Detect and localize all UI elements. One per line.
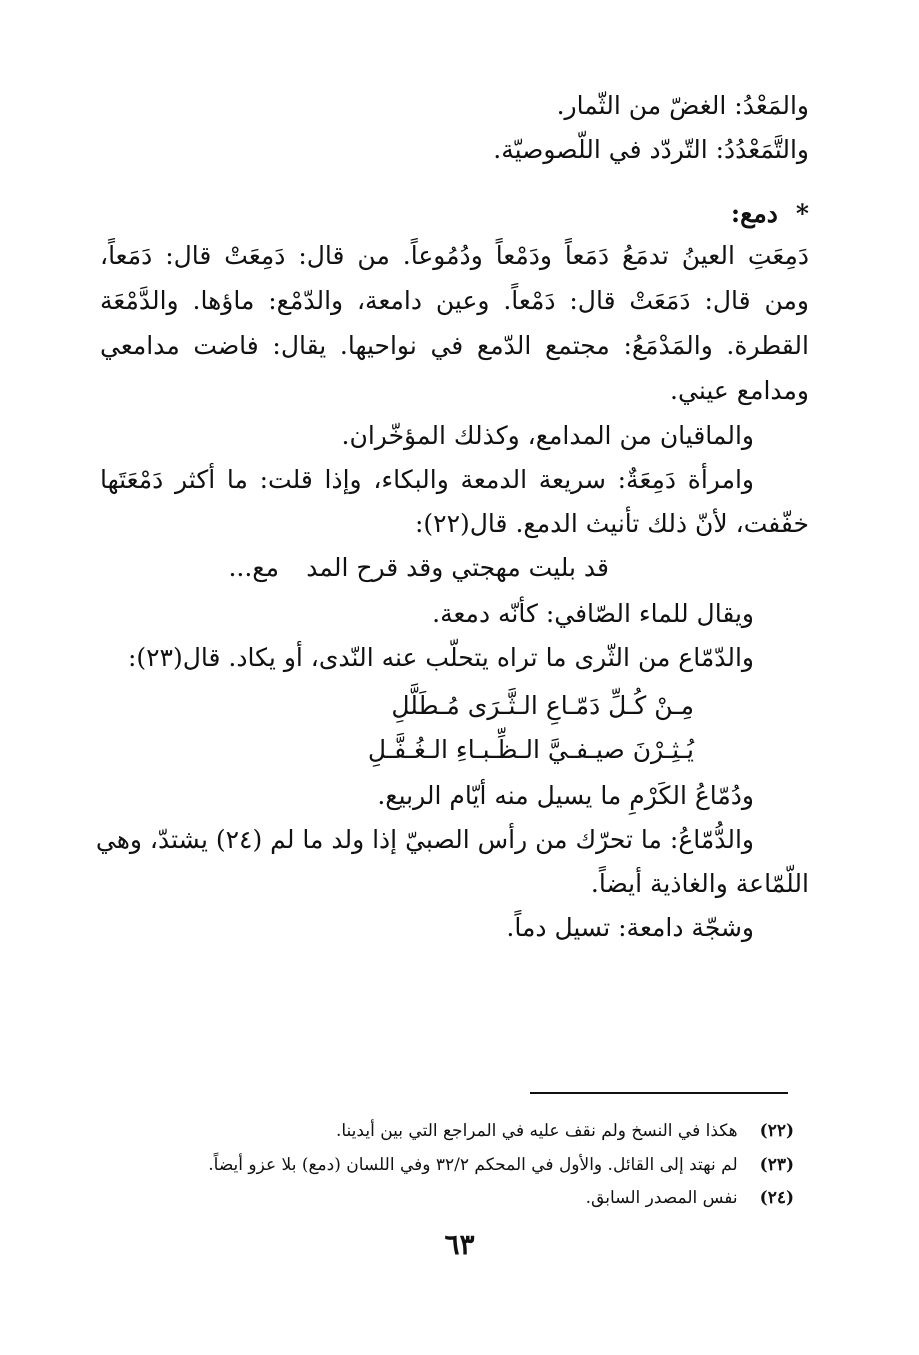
paragraph-line: ودُمّاعُ الكَرْمِ ما يسيل منه أيّام الربيع.: [377, 781, 754, 810]
paragraph-line: والدُّمّاعُ: ما تحرّك من رأس الصبيّ إذا ولد ما لم (٢٤) يشتدّ، وهي: [95, 825, 754, 854]
footnote-divider: [530, 1092, 788, 1094]
footnote-number: (٢٣): [759, 1155, 794, 1175]
paragraph-line: خفّفت، لأنّ ذلك تأنيث الدمع. قال(٢٢):: [414, 509, 809, 538]
page-number: ٦٣: [444, 1228, 475, 1261]
verse-hemistich: مع...: [228, 553, 279, 582]
footnote: [120, 1118, 794, 1144]
footnote-text: هكذا في النسخ ولم نقف عليه في المراجع التي بين أيدينا.: [335, 1121, 738, 1141]
entry-line: والمَعْدُ: الغضّ من الثّمار.: [556, 91, 809, 120]
footnote-number: (٢٤): [759, 1188, 794, 1208]
asterisk-icon: *: [795, 199, 809, 228]
paragraph-line: ومدامع عيني.: [670, 376, 809, 405]
paragraph-line: ومن قال: دَمَعَتْ قال: دَمْعاً. وعين دامعة، والدّمْع: ماؤها. والدَّمْعَة: [100, 286, 809, 315]
paragraph-line: اللّمّاعة والغاذية أيضاً.: [590, 869, 809, 898]
entry-heading: [100, 196, 809, 232]
paragraph-line: والماقيان من المدامع، وكذلك المؤخّران.: [341, 421, 754, 450]
entry-line: والتَّمَعْدُدُ: التّردّد في اللّصوصيّة.: [493, 135, 809, 164]
paragraph-line: والدّمّاع من الثّرى ما تراه يتحلّب عنه النّدى، أو يكاد. قال(٢٣):: [127, 643, 754, 672]
footnote: [120, 1185, 794, 1211]
paragraph-line: وامرأة دَمِعَةٌ: سريعة الدمعة والبكاء، وإذا قلت: ما أكثر دَمْعَتَها: [100, 465, 754, 494]
paragraph-line: دَمِعَتِ العينُ تدمَعُ دَمَعاً ودَمْعاً ودُمُوعاً. من قال: دَمِعَتْ قال: دَمَعاً،: [100, 241, 809, 270]
heading-word: دمع:: [730, 199, 778, 228]
verse-line: يُـثِـرْنَ صيـفـيَّ الـظِّـبـاءِ الـغُـفَّـلِ: [367, 735, 694, 764]
verse-hemistich: قد بليت مهجتي وقد قرح المد: [306, 553, 609, 582]
paragraph-line: وشجّة دامعة: تسيل دماً.: [506, 913, 754, 942]
paragraph-line: ويقال للماء الصّافي: كأنّه دمعة.: [432, 599, 754, 628]
verse-line: مِـنْ كُـلِّ دَمّـاعِ الـثَّـرَى مُـطَلَّلِ: [391, 691, 694, 720]
footnote-number: (٢٢): [759, 1121, 794, 1141]
footnote-text: نفس المصدر السابق.: [585, 1188, 738, 1208]
paragraph-line: القطرة. والمَدْمَعُ: مجتمع الدّمع في نواحيها. يقال: فاضت مدامعي: [100, 331, 809, 360]
footnote: [120, 1152, 794, 1178]
footnote-text: لم نهتد إلى القائل. والأول في المحكم ٣٢/٢ وفي اللسان (دمع) بلا عزو أيضاً.: [208, 1155, 738, 1175]
